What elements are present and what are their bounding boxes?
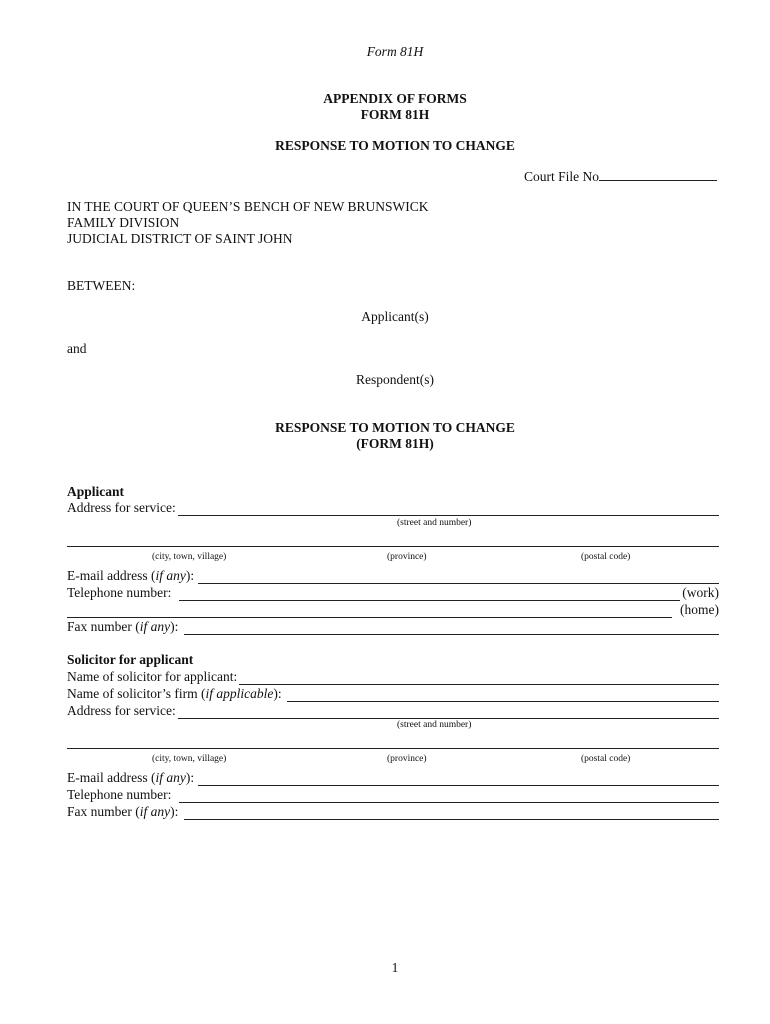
applicant-telephone-row [67, 585, 719, 601]
solicitor-street-caption: (street and number) [397, 720, 472, 730]
court-name-line3: JUDICIAL DISTRICT OF SAINT JOHN [67, 231, 293, 246]
solicitor-name-label: Name of solicitor for applicant: [67, 669, 238, 684]
and-label: and [67, 341, 87, 356]
applicant-heading: Applicant [67, 484, 125, 499]
solicitor-name-row [67, 669, 719, 685]
court-file-number [524, 169, 717, 185]
solicitor-address-label: Address for service: [67, 703, 176, 718]
form-number-title: FORM 81H [360, 107, 430, 122]
applicant-telephone-label: Telephone number: [67, 585, 172, 600]
solicitor-firm-field[interactable] [287, 689, 719, 702]
second-title-line2: (FORM 81H) [356, 436, 434, 451]
applicant-fax-field[interactable] [184, 622, 719, 635]
respondents-label: Respondent(s) [356, 372, 434, 387]
page-number: 1 [391, 960, 399, 975]
applicant-address-field[interactable] [178, 503, 719, 516]
applicant-street-caption: (street and number) [397, 518, 472, 528]
applicant-work-suffix: (work) [682, 585, 719, 600]
applicant-telephone-work-field[interactable] [179, 588, 680, 601]
solicitor-firm-label: Name of solicitor’s firm (if applicable): [67, 686, 282, 701]
court-file-blank[interactable] [599, 180, 717, 181]
court-name-line2: FAMILY DIVISION [67, 215, 180, 230]
solicitor-fax-label: Fax number (if any): [67, 804, 179, 819]
applicant-email-label: E-mail address (if any): [67, 568, 195, 583]
applicant-address-label: Address for service: [67, 500, 176, 515]
solicitor-city-line[interactable] [67, 748, 719, 749]
applicant-fax-row [67, 619, 719, 635]
solicitor-email-row [67, 770, 719, 786]
form-header-label: Form 81H [366, 44, 424, 59]
solicitor-telephone-field[interactable] [179, 790, 719, 803]
solicitor-telephone-label: Telephone number: [67, 787, 172, 802]
applicant-email-field[interactable] [198, 571, 719, 584]
court-name-line1: IN THE COURT OF QUEEN’S BENCH OF NEW BRUNSWICK [67, 199, 429, 214]
applicant-postal-caption: (postal code) [581, 552, 631, 562]
applicant-city-line[interactable] [67, 546, 719, 547]
solicitor-fax-field[interactable] [184, 807, 719, 820]
applicant-home-row [67, 602, 719, 618]
solicitor-email-field[interactable] [198, 773, 719, 786]
second-title-line1: RESPONSE TO MOTION TO CHANGE [275, 420, 515, 435]
court-file-label: Court File No [524, 169, 600, 184]
solicitor-city-caption: (city, town, village) [152, 754, 227, 764]
applicant-city-caption: (city, town, village) [152, 552, 227, 562]
applicants-label: Applicant(s) [361, 309, 429, 324]
applicant-province-caption: (province) [387, 552, 427, 562]
applicant-fax-label: Fax number (if any): [67, 619, 179, 634]
applicant-address-row [67, 500, 719, 516]
appendix-title: APPENDIX OF FORMS [323, 91, 467, 106]
solicitor-heading: Solicitor for applicant [67, 652, 194, 667]
applicant-email-row [67, 568, 719, 584]
between-label: BETWEEN: [67, 278, 136, 293]
solicitor-firm-row [67, 686, 719, 702]
solicitor-address-row [67, 703, 719, 719]
solicitor-address-field[interactable] [178, 706, 719, 719]
applicant-telephone-home-field[interactable] [67, 605, 672, 618]
solicitor-email-label: E-mail address (if any): [67, 770, 195, 785]
solicitor-name-field[interactable] [239, 672, 719, 685]
main-title: RESPONSE TO MOTION TO CHANGE [275, 138, 515, 153]
solicitor-postal-caption: (postal code) [581, 754, 631, 764]
applicant-home-suffix: (home) [680, 602, 719, 617]
solicitor-fax-row [67, 804, 719, 820]
solicitor-province-caption: (province) [387, 754, 427, 764]
solicitor-telephone-row [67, 787, 719, 803]
